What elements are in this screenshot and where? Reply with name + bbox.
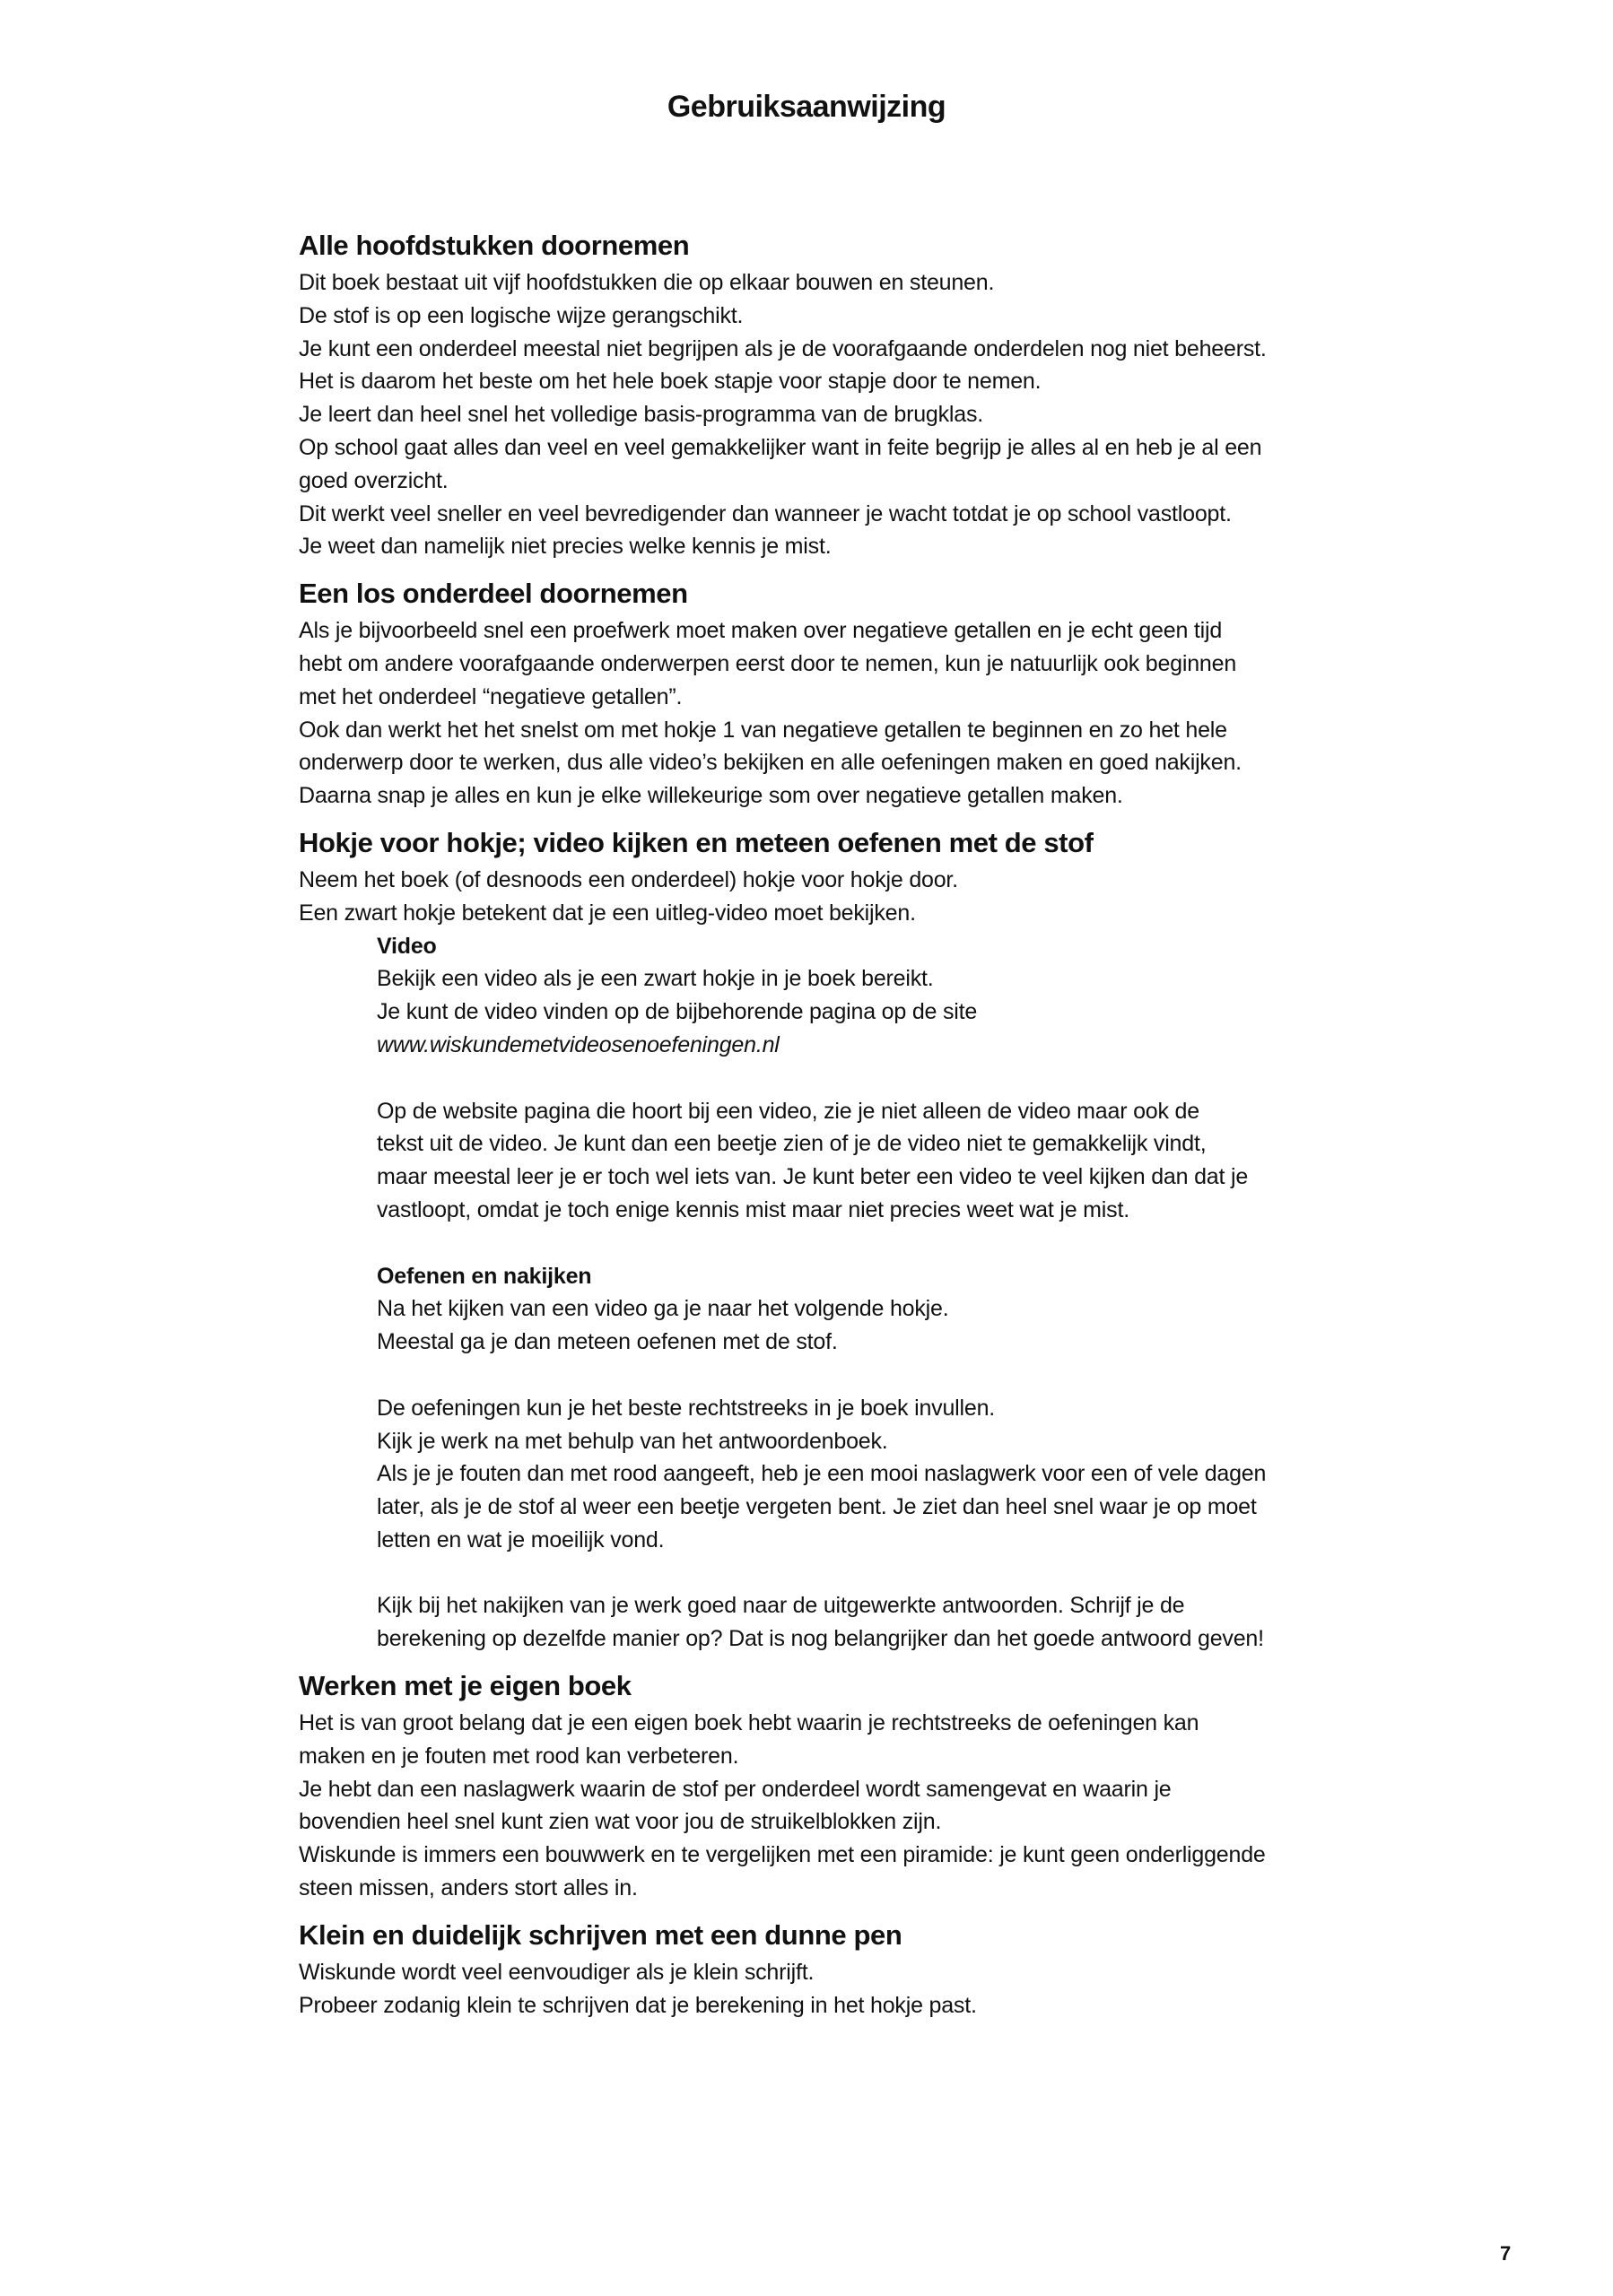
text-line: Je kunt de video vinden op de bijbehorende pagina op de site <box>377 999 978 1025</box>
text-line: later, als je de stof al weer een beetje vergeten bent. Je ziet dan heel snel waar je op moet <box>377 1494 1257 1520</box>
text-line: maar meestal leer je er toch wel iets van. Je kunt beter een video te veel kijken dan dat je <box>377 1164 1249 1190</box>
text-line: Dit werkt veel sneller en veel bevredigender dan wanneer je wacht totdat je op school vastloopt. <box>299 500 1232 526</box>
text-line: Wiskunde is immers een bouwwerk en te vergelijken met een piramide: je kunt geen onderliggende <box>299 1842 1266 1868</box>
section-all-chapters <box>299 224 1402 563</box>
section-write-small <box>299 1914 1402 2022</box>
section-heading: Hokje voor hokje; video kijken en meteen oefenen met de stof <box>299 826 1094 858</box>
text-line: De stof is op een logische wijze gerangschikt. <box>299 302 744 328</box>
text-line: Op de website pagina die hoort bij een video, zie je niet alleen de video maar ook de <box>377 1098 1199 1124</box>
text-line: Bekijk een video als je een zwart hokje in je boek bereikt. <box>377 966 934 992</box>
website-link[interactable]: www.wiskundemetvideosenoefeningen.nl <box>377 1031 780 1057</box>
spacer <box>377 1557 1402 1590</box>
text-line: De oefeningen kun je het beste rechtstreeks in je boek invullen. <box>377 1395 996 1421</box>
page-title: Gebruiksaanwijzing <box>667 90 946 124</box>
text-line: Je weet dan namelijk niet precies welke kennis je mist. <box>299 534 832 560</box>
practice-subsection <box>377 1260 1402 1657</box>
text-line: Als je bijvoorbeeld snel een proefwerk moet maken over negatieve getallen en je echt geen tijd <box>299 618 1223 644</box>
text-line: Het is van groot belang dat je een eigen boek hebt waarin je rechtstreeks de oefeningen kan <box>299 1710 1199 1736</box>
text-line: Probeer zodanig klein te schrijven dat je berekening in het hokje past. <box>299 1992 977 2018</box>
text-line: Ook dan werkt het het snelst om met hokje 1 van negatieve getallen te beginnen en zo het hele <box>299 717 1227 743</box>
text-line: onderwerp door te werken, dus alle video’s bekijken en alle oefeningen maken en goed nakijken. <box>299 750 1242 776</box>
text-line: Op school gaat alles dan veel en veel gemakkelijker want in feite begrijp je alles al en heb je al een <box>299 434 1262 460</box>
section-single-part <box>299 572 1402 813</box>
video-subsection <box>377 930 1402 1260</box>
text-line: Neem het boek (of desnoods een onderdeel) hokje voor hokje door. <box>299 866 958 892</box>
text-line: steen missen, anders stort alles in. <box>299 1875 638 1901</box>
text-line: maken en je fouten met rood kan verbeteren. <box>299 1743 739 1769</box>
text-line: Je leert dan heel snel het volledige basis-programma van de brugklas. <box>299 402 984 428</box>
text-line: Daarna snap je alles en kun je elke willekeurige som over negatieve getallen maken. <box>299 783 1123 809</box>
text-line: Dit boek bestaat uit vijf hoofdstukken die op elkaar bouwen en steunen. <box>299 270 995 295</box>
text-line: Meestal ga je dan meteen oefenen met de stof. <box>377 1329 838 1355</box>
text-line: Kijk bij het nakijken van je werk goed naar de uitgewerkte antwoorden. Schrijf je de <box>377 1593 1185 1619</box>
section-box-by-box <box>299 822 1402 1656</box>
text-line: berekening op dezelfde manier op? Dat is nog belangrijker dan het goede antwoord geven! <box>377 1626 1264 1652</box>
text-line: tekst uit de video. Je kunt dan een beetje zien of je de video niet te gemakkelijk vindt, <box>377 1131 1207 1157</box>
text-line: Na het kijken van een video ga je naar het volgende hokje. <box>377 1296 949 1322</box>
text-line: hebt om andere voorafgaande onderwerpen eerst door te nemen, kun je natuurlijk ook beginnen <box>299 650 1237 676</box>
text-line: letten en wat je moeilijk vond. <box>377 1526 665 1552</box>
spacer <box>377 1359 1402 1392</box>
section-heading: Alle hoofdstukken doornemen <box>299 230 690 261</box>
text-line: met het onderdeel “negatieve getallen”. <box>299 683 683 709</box>
subsection-heading: Video <box>377 933 437 959</box>
text-line: Wiskunde wordt veel eenvoudiger als je klein schrijft. <box>299 1959 815 1985</box>
text-line: Je hebt dan een naslagwerk waarin de stof per onderdeel wordt samengevat en waarin je <box>299 1776 1172 1802</box>
text-line: Het is daarom het beste om het hele boek stapje voor stapje door te nemen. <box>299 369 1042 395</box>
document-body <box>299 224 1402 2031</box>
text-line: Een zwart hokje betekent dat je een uitleg-video moet bekijken. <box>299 900 916 926</box>
section-own-book <box>299 1665 1402 1905</box>
text-line: Kijk je werk na met behulp van het antwoordenboek. <box>377 1428 888 1454</box>
text-line: Als je je fouten dan met rood aangeeft, heb je een mooi naslagwerk voor een of vele dagen <box>377 1461 1267 1487</box>
section-heading: Klein en duidelijk schrijven met een dunne pen <box>299 1918 902 1951</box>
subsection-heading: Oefenen en nakijken <box>377 1263 592 1289</box>
section-heading: Werken met je eigen boek <box>299 1670 632 1702</box>
spacer <box>377 1062 1402 1095</box>
text-line: goed overzicht. <box>299 467 449 493</box>
text-line: Je kunt een onderdeel meestal niet begrijpen als je de voorafgaande onderdelen nog niet beheerst. <box>299 335 1267 361</box>
text-line: vastloopt, omdat je toch enige kennis mist maar niet precies weet wat je mist. <box>377 1196 1129 1222</box>
spacer <box>377 1227 1402 1260</box>
text-line: bovendien heel snel kunt zien wat voor jou de struikelblokken zijn. <box>299 1809 942 1835</box>
page-number: 7 <box>1500 2242 1512 2265</box>
section-heading: Een los onderdeel doornemen <box>299 578 688 610</box>
